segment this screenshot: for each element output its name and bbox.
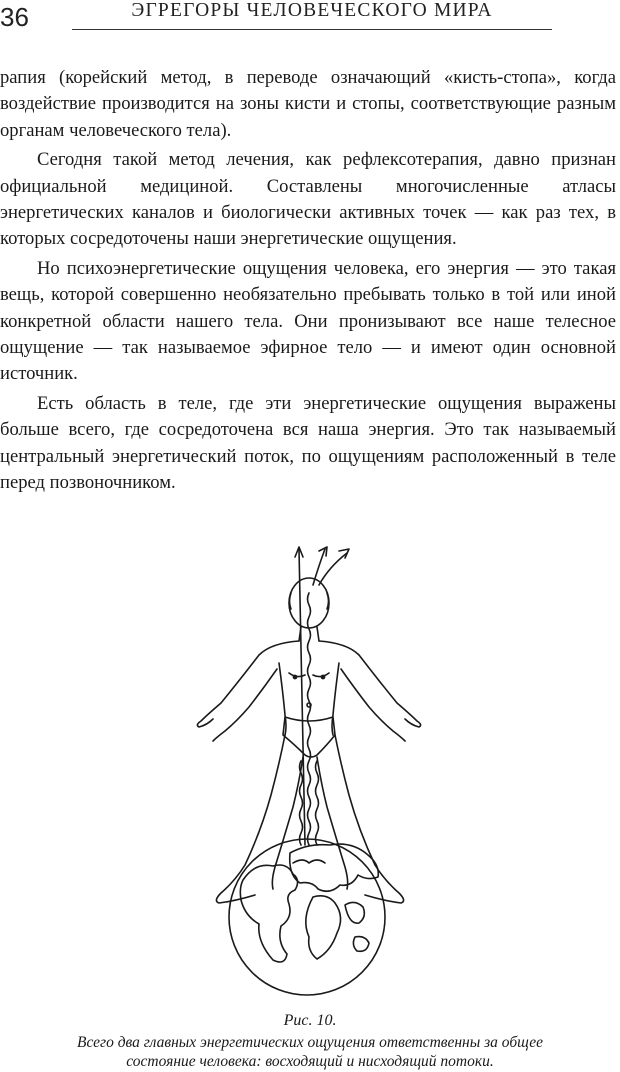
figure-caption-line-1: Всего два главных энергетических ощущения ответственны за общее <box>77 1034 543 1051</box>
paragraph-2: Сегодня такой метод лечения, как рефлексотерапия, давно признан официальной медициной. Составлены многочисленные атласы энергетических каналов и биологически активных точек — как раз тех, в которых сосредоточены наши энергетические ощущения. <box>0 149 616 250</box>
figure-human-on-globe <box>195 545 435 1000</box>
human-figure <box>197 578 420 903</box>
body-text <box>0 65 616 497</box>
figure-caption-line-2: состояние человека: восходящий и нисходящий потоки. <box>126 1053 494 1070</box>
figure-label: Рис. 10. <box>283 1012 337 1029</box>
figure-caption <box>0 1033 620 1071</box>
human-on-globe-illustration <box>195 545 435 1000</box>
header-rule <box>72 29 552 30</box>
paragraph-4: Есть область в теле, где эти энергетические ощущения выражены больше всего, где сосредоточена вся наша энергия. Это так называемый центральный энергетический поток, по ощущениям расположенный в теле перед позвоночником. <box>0 392 616 494</box>
page-number: 36 <box>0 2 29 32</box>
paragraph-1: рапия (корейский метод, в переводе означающий «кисть-стопа», когда воздействие производится на зоны кисти и стопы, соответствующие разным органам человеческого тела). <box>0 67 616 141</box>
paragraph-3: Но психоэнергетические ощущения человека, его энергия — это такая вещь, которой совершенно необязательно пребывать только в той или иной конкретной области нашего тела. Они пронизывают все наше телесное ощущение — так называемое эфирное тело — и имеют один основной источник. <box>0 257 616 385</box>
running-title: ЭГРЕГОРЫ ЧЕЛОВЕЧЕСКОГО МИРА <box>131 0 493 21</box>
globe <box>229 839 385 995</box>
energy-flows <box>295 547 349 845</box>
